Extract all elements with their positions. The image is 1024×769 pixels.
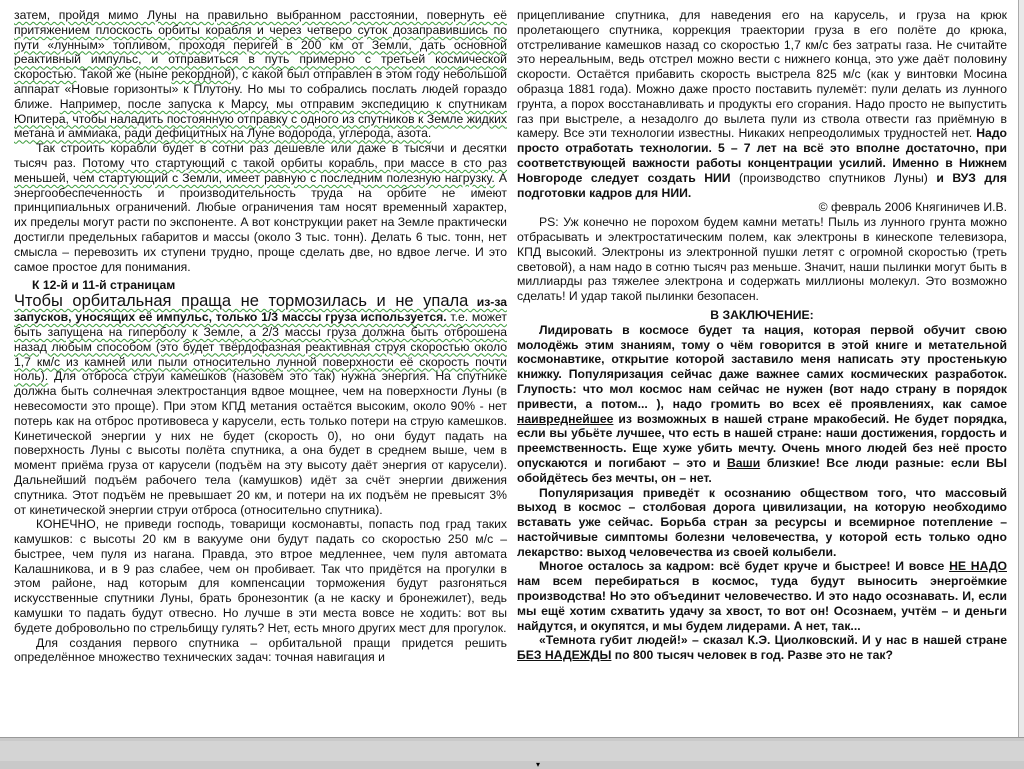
conclusion-heading: В ЗАКЛЮЧЕНИЕ:: [710, 307, 814, 322]
vertical-scrollbar[interactable]: [1018, 0, 1024, 737]
status-bar: [0, 737, 1024, 769]
horizontal-scrollbar[interactable]: [0, 741, 1024, 761]
paragraph: Популяризация приведёт к осознанию обществом того, что массовый выход в космос – столбовая дорога цивилизации, на которую необходимо вставать уже сейчас. Борьба стран за ресурсы и всемирное потепление – настойчивые симптомы болезни человечества, у которой есть только одно лекарство: выход человечества из своей колыбели.: [517, 485, 1007, 559]
paragraph: Лидировать в космосе будет та нация, которая первой обучит свою молодёжь этим знаниям, тому о чём говорится в этой книге и метательной космонавтике, открытие которой заставило меня написать эту простенькую книжку. Популяризация сейчас даже важнее самих космических разработок. Глупость: что мол космос нам сейчас не нужен (вот надо страну в порядок привести, а потом... ), надо громить во всех её проявлениях, как самое наивреднейшее из возможных в нашей стране мракобесий. Не будет порядка, если вы убьёте лучшее, что есть в нашей стране: наши достижения, гордость и преемственность. Еще хуже убить мечту. Очень много людей без неё просто опускаются и погибают – это и Ваши близкие! Все люди разные: если ВЫ обойдётесь без мечты, он – нет.: [517, 322, 1007, 485]
section-heading: К 12-й и 11-й страницам: [32, 278, 176, 293]
section-title: Чтобы орбитальная праща не тормозилась и не упала из-за запусков, уносящих её импульс, только 1/3 массы груза используется. т.е. может быть запущена на гиперболу к Земле, а 2/3 массы груза должна быть отброшена назад любым способом (это будет твёрдофазная реактивная струя скоростью около 1,7 км/с из камней или пыли относительно лунной поверхности её скорость почти ноль). Для отброса струи камешков (назовём это так) нужна энергия. На спутнике должна быть солнечная электростанция вдвое мощнее, чем на поверхности Луны (в невесомости это проще). При этом КПД метания остаётся высоким, около 90% - нет потерь как на отброс противовеса у карусели, есть только потери на струю камешков. Кинетической энергии у них не будет (скорость 0), но они будут падать на поверхность Луны с высоты полёта спутника, а она будет в среднем выше, чем в момент приёма груза от карусели (подъём на эту высоту даёт энергия от карусели). Дальнейший подъём рабочего тела (камушков) идёт за счёт энергии движения спутника. Этот подъём не превышает 20 км, и потери на их подъём не превысят 3% от кинетической энергии струи отброса (относительно спутника).: [14, 292, 507, 517]
paragraph: затем, пройдя мимо Луны на правильно выбранном расстоянии, повернуть её притяжением плоскость орбиты корабля и через четверо суток дозаправившись по пути «лунным» топливом, проходя перигей в 200 км от Земли, дать основной реактивный импульс, и отправиться в путь примерно с третьей космической скоростью. Такой же (ныне рекордной), с какой был отправлен в этом году небольшой аппарат «Новые горизонты» к Плутону. Но мы то собрались послать людей гораздо ближе. Например, после запуска к Марсу, мы отправим экспедицию к спутникам Юпитера, чтобы наладить постоянную отправку с одного из спутников к Земле жидких метана и аммиака, ради дефицитных на Луне водорода, углерода, азота.: [14, 8, 507, 141]
right-column: [517, 8, 1007, 737]
paragraph: Так строить корабли будет в сотни раз дешевле или даже в тысячи и десятки тысяч раз. Потому что стартующий с такой орбиты корабль, при массе в сто раз меньшей, чем стартующий с Земли, имеет равную с последним полезную нагрузку. А энергообеспеченность и производительность труда на орбите не имеют принципиальных ограничений. Любые ограничения там носят временный характер, их пределы могут расти по экспоненте. А вот конструкции ракет на Земле практически достигли предельных габаритов и массы (около 3 тыс. тонн). Делать 6 тыс. тонн, нет смысла – перевозить их ступени трудно, проще сделать две, но вдвое легче. И это самое простое для понимания.: [14, 141, 507, 274]
paragraph: «Темнота губит людей!» – сказал К.Э. Циолковский. И у нас в нашей стране БЕЗ НАДЕЖДЫ по 800 тысяч человек в год. Разве это не так?: [517, 633, 1007, 663]
left-column: [14, 8, 507, 737]
paragraph: КОНЕЧНО, не приведи господь, товарищи космонавты, попасть под град таких камушков: с высоты 20 км в вакууме они будут падать со скоростью 250 м/с – быстрее, чем пуля из нагана. Правда, это втрое медленнее, чем пуля автомата Калашникова, и в 9 раз слабее, чем он пробивает. Так что придётся на прогулки в этом районе, над которым для компенсации торможения будут разгоняться искусственные спутники Луны, брать бронезонтик (а не каску и бронежилет), ведь камушки то падать будут отвесно. Но лучше в эти места вовсе не ходить: вот вы будете добровольно по стрельбищу гулять? Нет, есть много других мест для прогулок.: [14, 517, 507, 635]
postscript: PS: Уж конечно не порохом будем камни метать! Пыль из лунного грунта можно отбрасывать и электростатическим полем, как электроны в кинескопе телевизора, КПД высокий. Электроны из электронной пушки летят с огромной скоростью (треть световой), а нам надо в сотню тысяч раз меньше. Значит, наши пылинки могут быть в миллиарды раз тяжелее электрона и содержать миллионы молекул. Это возможно сделать! И удар такой пылинки безопасен.: [517, 215, 1007, 304]
signature: © февраль 2006 Княгиничев И.В.: [818, 200, 1007, 215]
paragraph: прицепливание спутника, для наведения его на карусель, и груза на крюк пролетающего спутника, коррекция траектории груза в его полёте до крюка, отстреливание камешков назад со скоростью 1,7 км/с без затраты газа. Не считайте это нереальным, ведь отстрел можно вести с нижнего конца, это уже даёт половину скорости. Остаётся прибавить скорость выстрела 825 м/с (как у винтовки Мосина образца 1881 года). Можно даже просто поставить пулемёт: пули делать из лунного грунта, а порох восстанавливать и продукты его сгорания. Надо просто не выпустить газ при выстреле, а незадолго до вылета пули из ствола отвести газ приёмную в камеру. Все эти технологии известны. Никаких непреодолимых трудностей нет. Надо просто отработать технологии. 5 – 7 лет на всё это вполне достаточно, при соответствующей важности работы концентрации усилий. Именно в Нижнем Новгороде следует создать НИИ (производство спутников Луны) и ВУЗ для подготовки кадров для НИИ.: [517, 8, 1007, 200]
chevron-down-icon[interactable]: ▾: [536, 760, 541, 769]
paragraph: Для создания первого спутника – орбитальной пращи придется решить определённое множество технических задач: точная навигация и: [14, 635, 507, 665]
paragraph: Многое осталось за кадром: всё будет круче и быстрее! И вовсе НЕ НАДО нам всем перебираться в космос, туда будут выносить энергоёмкие производства! Но это объединит человечество. И это надо осознавать. И, если мы ещё хотим схватить удачу за хвост, то вот он! Осознаем, учтём – и деньги найдутся, и окупятся, и мы будем лидерами. А нет, так...: [517, 559, 1007, 633]
